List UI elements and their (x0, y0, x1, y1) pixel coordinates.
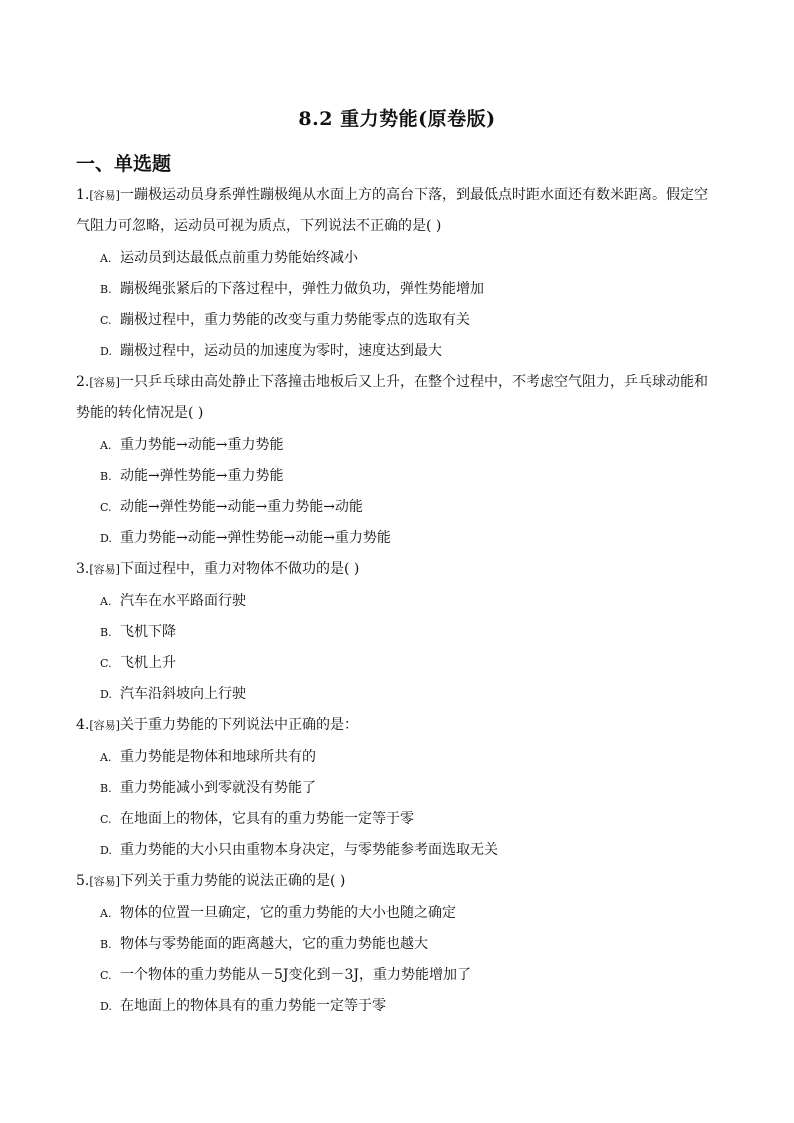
option-a (100, 903, 456, 924)
option-text: 物体的位置一旦确定，它的重力势能的大小也随之确定 (120, 905, 456, 921)
option-letter: B. (100, 283, 112, 296)
option-letter: C. (100, 969, 112, 982)
option-letter: B. (100, 938, 112, 951)
option-d (100, 840, 498, 861)
question-text: 下列关于重力势能的说法正确的是( ) (119, 873, 346, 889)
option-c (100, 965, 471, 986)
option-letter: C. (100, 657, 112, 670)
option-letter: A. (100, 252, 112, 265)
option-letter: C. (100, 501, 112, 514)
page-title: 8.2 重力势能(原卷版) (298, 108, 496, 130)
option-text: 蹦极过程中，重力势能的改变与重力势能零点的选取有关 (120, 312, 470, 328)
question-number: 1. (76, 187, 90, 203)
option-text: 动能→弹性势能→重力势能 (120, 468, 284, 484)
question-2 (76, 367, 720, 429)
option-text: 蹦极绳张紧后的下落过程中，弹性力做负功，弹性势能增加 (120, 281, 484, 297)
option-letter: B. (100, 626, 112, 639)
question-text: 一只乒乓球由高处静止下落撞击地板后又上升，在整个过程中，不考虑空气阻力，乒乓球动能和势能的转化情况是( ) (76, 374, 708, 421)
option-text: 汽车沿斜坡向上行驶 (120, 686, 246, 702)
option-b (100, 466, 283, 487)
option-text: 汽车在水平路面行驶 (120, 593, 246, 609)
option-letter: D. (100, 688, 112, 701)
option-text: 在地面上的物体具有的重力势能一定等于零 (120, 998, 386, 1014)
question-number: 3. (76, 561, 90, 577)
option-text: 运动员到达最低点前重力势能始终减小 (120, 250, 358, 266)
option-d (100, 996, 386, 1017)
option-letter: A. (100, 751, 112, 764)
option-letter: A. (100, 907, 112, 920)
option-text: 重力势能→动能→弹性势能→动能→重力势能 (120, 530, 391, 546)
question-number: 4. (76, 717, 90, 733)
option-text: 重力势能减小到零就没有势能了 (120, 780, 316, 796)
option-text: 飞机上升 (120, 655, 176, 671)
option-text: 重力势能的大小只由重物本身决定，与零势能参考面选取无关 (120, 842, 498, 858)
question-5 (76, 866, 720, 897)
option-letter: C. (100, 314, 112, 327)
difficulty-tag: [容易] (89, 875, 120, 888)
option-text: 物体与零势能面的距离越大，它的重力势能也越大 (120, 936, 428, 952)
option-text: 重力势能→动能→重力势能 (120, 437, 284, 453)
option-d (100, 684, 246, 705)
option-b (100, 934, 428, 955)
question-1 (76, 180, 720, 242)
question-text: 关于重力势能的下列说法中正确的是： (119, 717, 358, 733)
option-d (100, 528, 391, 549)
difficulty-tag: [容易] (89, 189, 120, 202)
option-letter: D. (100, 532, 112, 545)
option-c (100, 497, 363, 518)
option-text: 一个物体的重力势能从－5J变化到－3J，重力势能增加了 (120, 967, 472, 983)
question-text: 一蹦极运动员身系弹性蹦极绳从水面上方的高台下落，到最低点时距水面还有数米距离。假定空气阻力可忽略，运动员可视为质点，下列说法不正确的是( ) (76, 187, 708, 234)
option-text: 在地面上的物体，它具有的重力势能一定等于零 (120, 811, 414, 827)
section-heading: 一、单选题 (76, 153, 172, 175)
option-a (100, 591, 246, 612)
question-number: 5. (76, 873, 90, 889)
option-b (100, 279, 484, 300)
question-3 (76, 554, 720, 585)
question-number: 2. (76, 374, 90, 390)
option-letter: B. (100, 470, 112, 483)
option-c (100, 653, 176, 674)
option-text: 蹦极过程中，运动员的加速度为零时，速度达到最大 (120, 343, 442, 359)
question-4 (76, 710, 720, 741)
option-letter: D. (100, 345, 112, 358)
option-a (100, 747, 316, 768)
difficulty-tag: [容易] (89, 563, 120, 576)
option-b (100, 622, 176, 643)
option-a (100, 435, 283, 456)
difficulty-tag: [容易] (89, 376, 120, 389)
option-b (100, 778, 316, 799)
option-c (100, 310, 470, 331)
option-letter: D. (100, 844, 112, 857)
option-a (100, 248, 358, 269)
difficulty-tag: [容易] (89, 719, 120, 732)
option-letter: C. (100, 813, 112, 826)
option-letter: D. (100, 1000, 112, 1013)
question-text: 下面过程中，重力对物体不做功的是( ) (119, 561, 360, 577)
option-text: 重力势能是物体和地球所共有的 (120, 749, 316, 765)
option-text: 动能→弹性势能→动能→重力势能→动能 (120, 499, 363, 515)
option-text: 飞机下降 (120, 624, 176, 640)
option-letter: A. (100, 439, 112, 452)
option-d (100, 341, 442, 362)
option-letter: A. (100, 595, 112, 608)
option-letter: B. (100, 782, 112, 795)
option-c (100, 809, 414, 830)
